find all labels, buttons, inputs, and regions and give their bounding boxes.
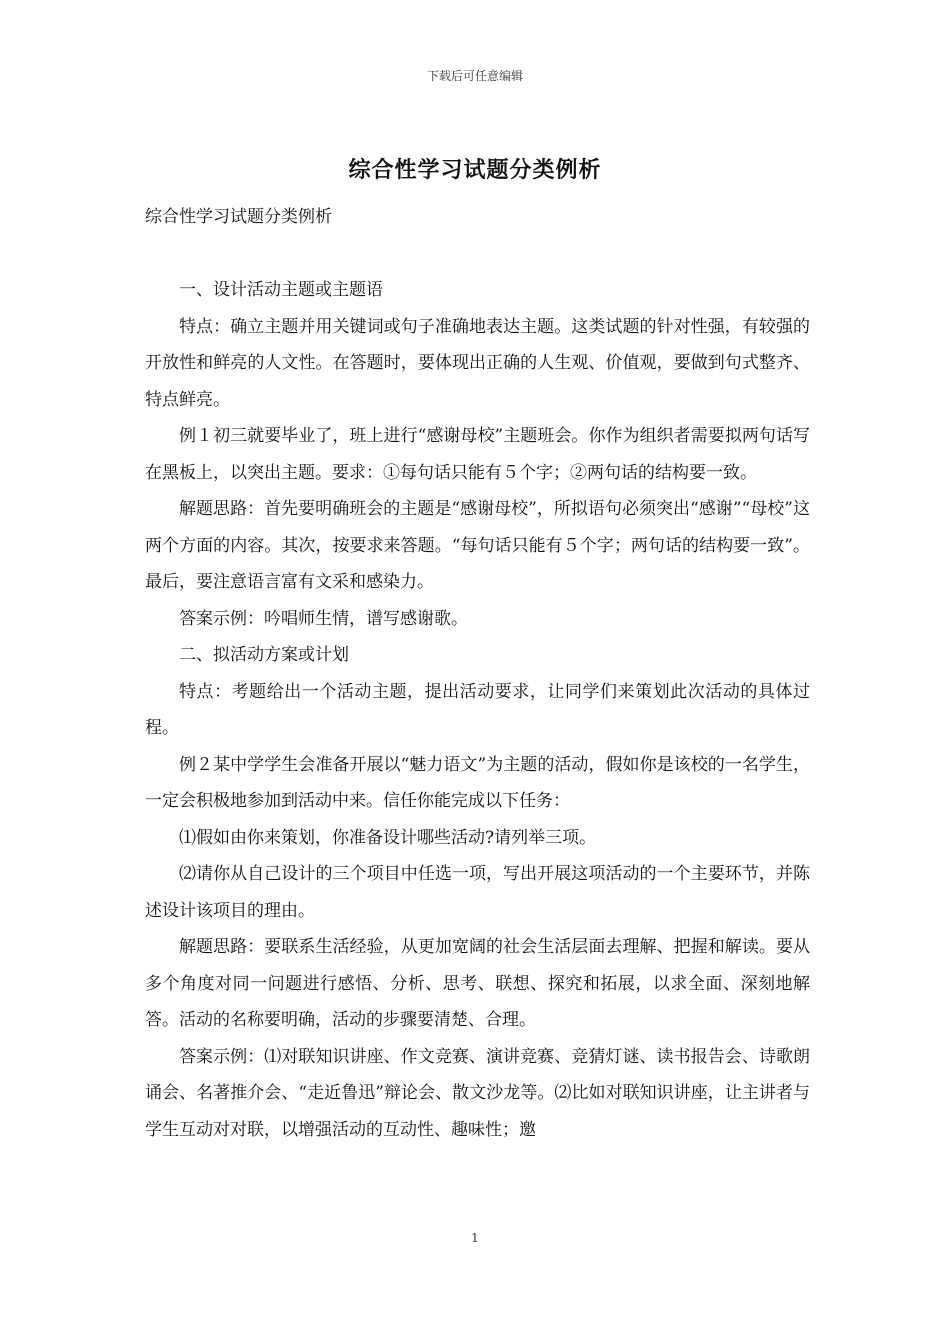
section-heading-1: 一、设计活动主题或主题语 bbox=[179, 280, 383, 300]
document-title: 综合性学习试题分类例析 bbox=[348, 158, 602, 183]
paragraph-solution-2: 解题思路：要联系生活经验，从更加宽阔的社会生活层面去理解、把握和解读。要从多个角度对同一问题进行感悟、分析、思考、联想、探究和拓展，以求全面、深刻地解答。活动的名称要明确，活动的步骤要清楚、合理。 bbox=[145, 937, 810, 1030]
paragraph-answer-1: 答案示例：吟唱师生情，谱写感谢歌。 bbox=[179, 608, 468, 629]
paragraph-features-2: 特点：考题给出一个活动主题，提出活动要求，让同学们来策划此次活动的具体过程。 bbox=[145, 681, 810, 738]
header-note: 下载后可任意编辑 bbox=[426, 69, 523, 83]
page-number: 1 bbox=[471, 1231, 479, 1245]
paragraph-example-1: 例１初三就要毕业了，班上进行“感谢母校”主题班会。你作为组织者需要拟两句话写在黑板上，以突出主题。要求：①每句话只能有５个字；②两句话的结构要一致。 bbox=[145, 426, 810, 483]
document-body bbox=[145, 272, 810, 1148]
paragraph-solution-1: 解题思路：首先要明确班会的主题是“感谢母校”，所拟语句必须突出“感谢”“母校”这两个方面的内容。其次，按要求来答题。“每句话只能有５个字；两句话的结构要一致”。最后，要注意语言富有文采和感染力。 bbox=[145, 499, 810, 592]
document-subtitle: 综合性学习试题分类例析 bbox=[145, 207, 332, 227]
paragraph-example-2: 例２某中学学生会准备开展以“魅力语文”为主题的活动，假如你是该校的一名学生，一定会积极地参加到活动中来。信任你能完成以下任务： bbox=[145, 754, 810, 811]
paragraph-features-1: 特点：确立主题并用关键词或句子准确地表达主题。这类试题的针对性强，有较强的开放性和鲜亮的人文性。在答题时，要体现出正确的人生观、价值观，要做到句式整齐、特点鲜亮。 bbox=[145, 316, 810, 410]
section-heading-2: 二、拟活动方案或计划 bbox=[179, 645, 349, 665]
paragraph-task-2: ⑵请你从自己设计的三个项目中任选一项，写出开展这项活动的一个主要环节，并陈述设计该项目的理由。 bbox=[145, 864, 810, 921]
paragraph-answer-2: 答案示例：⑴对联知识讲座、作文竞赛、演讲竞赛、竞猜灯谜、读书报告会、诗歌朗诵会、名著推介会、“走近鲁迅”辩论会、散文沙龙等。⑵比如对联知识讲座，让主讲者与学生互动对对联，以增强活动的互动性、趣味性；邀 bbox=[145, 1046, 810, 1140]
paragraph-task-1: ⑴假如由你来策划，你准备设计哪些活动?请列举三项。 bbox=[179, 827, 597, 848]
